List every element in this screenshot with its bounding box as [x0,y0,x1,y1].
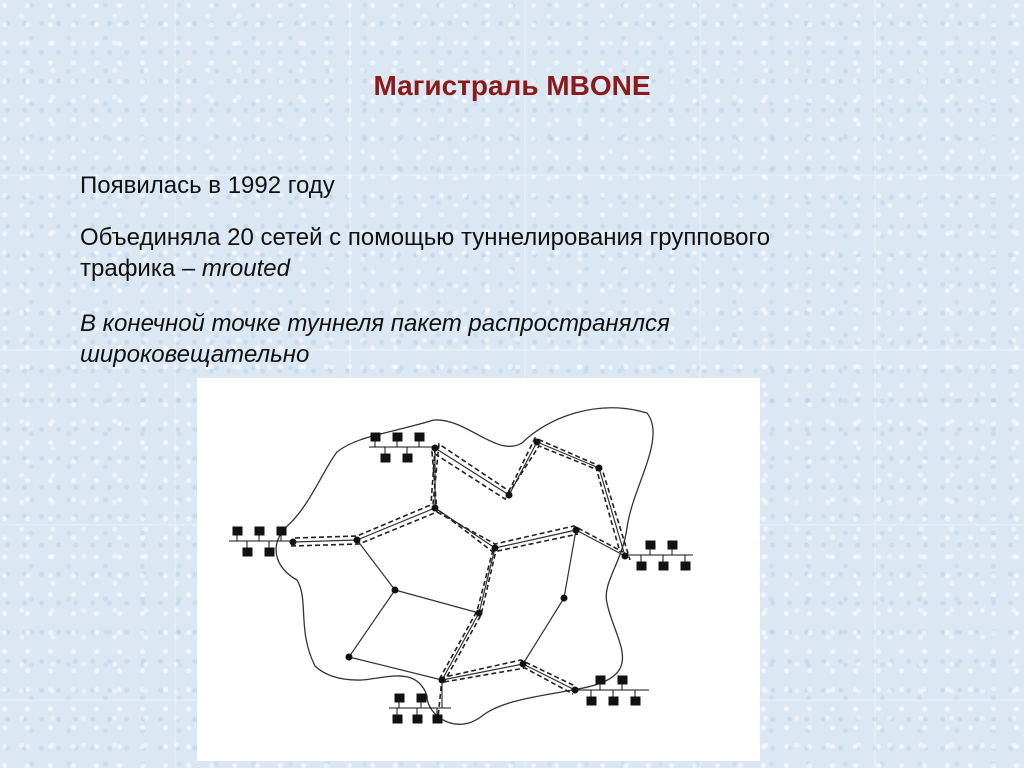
mrouted-term: mrouted [201,255,290,282]
bullet-year: Появилась в 1992 году [80,172,335,199]
lan-left [229,527,293,556]
lan-bottom [389,680,451,723]
bullet-networks [80,222,780,284]
bullet-broadcast: В конечной точке туннеля пакет распространялся широковещательно [80,310,670,368]
lan-bottom-right [575,676,649,705]
mbone-network-svg [197,378,760,761]
mbone-diagram [197,378,760,761]
slide-title: Магистраль MBONE [373,70,651,101]
network-links [293,442,625,690]
lan-top-left [369,433,435,462]
lan-right [625,541,693,570]
bullet-networks-text: Объединяла 20 сетей с помощью туннелирования группового трафика – [80,224,771,282]
